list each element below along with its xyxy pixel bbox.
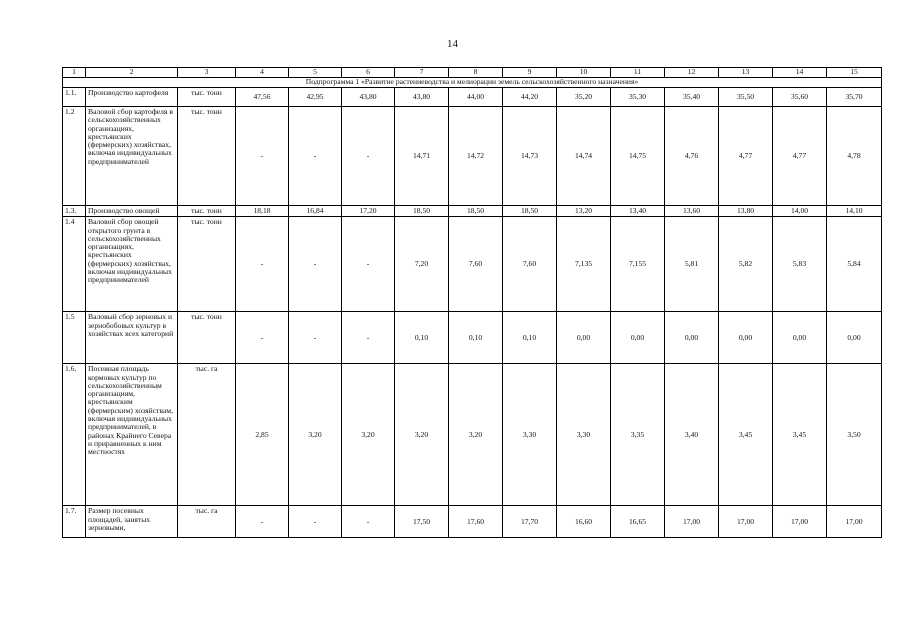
value-cell: 7,60 bbox=[503, 217, 557, 312]
value-cell: 0,00 bbox=[827, 312, 882, 364]
value-cell: - bbox=[342, 217, 395, 312]
column-number: 3 bbox=[178, 68, 236, 78]
unit-of-measure: тыс. тонн bbox=[178, 206, 236, 217]
value-cell: 13,80 bbox=[719, 206, 773, 217]
column-number: 8 bbox=[449, 68, 503, 78]
value-cell: 3,45 bbox=[773, 364, 827, 506]
unit-of-measure: тыс. га bbox=[178, 364, 236, 506]
value-cell: 2,85 bbox=[236, 364, 289, 506]
table-row bbox=[63, 107, 882, 206]
value-cell: - bbox=[236, 217, 289, 312]
unit-of-measure: тыс. тонн bbox=[178, 107, 236, 206]
row-number: 1.7. bbox=[63, 506, 86, 538]
value-cell: 17,00 bbox=[719, 506, 773, 538]
indicator-name: Производство овощей bbox=[86, 206, 178, 217]
value-cell: 13,20 bbox=[557, 206, 611, 217]
value-cell: 3,20 bbox=[342, 364, 395, 506]
value-cell: 5,82 bbox=[719, 217, 773, 312]
value-cell: 13,60 bbox=[665, 206, 719, 217]
value-cell: 17,60 bbox=[449, 506, 503, 538]
table-row bbox=[63, 312, 882, 364]
value-cell: 35,40 bbox=[665, 88, 719, 107]
table-row bbox=[63, 364, 882, 506]
value-cell: 3,30 bbox=[503, 364, 557, 506]
value-cell: 14,00 bbox=[773, 206, 827, 217]
value-cell: 13,40 bbox=[611, 206, 665, 217]
row-number: 1.6. bbox=[63, 364, 86, 506]
value-cell: 0,00 bbox=[557, 312, 611, 364]
column-number: 15 bbox=[827, 68, 882, 78]
value-cell: 14,72 bbox=[449, 107, 503, 206]
value-cell: 3,35 bbox=[611, 364, 665, 506]
indicator-name: Размер посевных площадей, занятых зерновыми, bbox=[86, 506, 178, 538]
value-cell: 5,83 bbox=[773, 217, 827, 312]
table-row bbox=[63, 88, 882, 107]
value-cell: 14,71 bbox=[395, 107, 449, 206]
value-cell: 35,30 bbox=[611, 88, 665, 107]
value-cell: - bbox=[289, 312, 342, 364]
value-cell: 18,50 bbox=[449, 206, 503, 217]
value-cell: 44,20 bbox=[503, 88, 557, 107]
indicator-name: Валовый сбор зерновых и зернобобовых культур в хозяйствах всех категорий bbox=[86, 312, 178, 364]
value-cell: 17,00 bbox=[773, 506, 827, 538]
value-cell: - bbox=[236, 107, 289, 206]
row-number: 1.4 bbox=[63, 217, 86, 312]
value-cell: 0,00 bbox=[719, 312, 773, 364]
value-cell: 3,45 bbox=[719, 364, 773, 506]
value-cell: 7,135 bbox=[557, 217, 611, 312]
table-row bbox=[63, 217, 882, 312]
value-cell: 7,20 bbox=[395, 217, 449, 312]
row-number: 1.3. bbox=[63, 206, 86, 217]
value-cell: 16,60 bbox=[557, 506, 611, 538]
value-cell: 3,30 bbox=[557, 364, 611, 506]
value-cell: 43,80 bbox=[395, 88, 449, 107]
row-number: 1.1. bbox=[63, 88, 86, 107]
column-number: 2 bbox=[86, 68, 178, 78]
value-cell: - bbox=[289, 107, 342, 206]
column-number: 9 bbox=[503, 68, 557, 78]
value-cell: 42,95 bbox=[289, 88, 342, 107]
value-cell: 17,70 bbox=[503, 506, 557, 538]
value-cell: 17,50 bbox=[395, 506, 449, 538]
unit-of-measure: тыс. тонн bbox=[178, 88, 236, 107]
value-cell: 17,20 bbox=[342, 206, 395, 217]
column-number: 7 bbox=[395, 68, 449, 78]
value-cell: 0,00 bbox=[611, 312, 665, 364]
table-row bbox=[63, 506, 882, 538]
value-cell: 16,84 bbox=[289, 206, 342, 217]
value-cell: 4,77 bbox=[719, 107, 773, 206]
row-number: 1.2 bbox=[63, 107, 86, 206]
column-number: 6 bbox=[342, 68, 395, 78]
column-number: 4 bbox=[236, 68, 289, 78]
value-cell: 35,60 bbox=[773, 88, 827, 107]
column-number: 1 bbox=[63, 68, 86, 78]
column-number: 13 bbox=[719, 68, 773, 78]
subprogram-row bbox=[63, 78, 882, 88]
indicator-name: Производство картофеля bbox=[86, 88, 178, 107]
value-cell: 14,75 bbox=[611, 107, 665, 206]
value-cell: 4,77 bbox=[773, 107, 827, 206]
value-cell: 17,00 bbox=[827, 506, 882, 538]
indicator-name: Посевная площадь кормовых культур по сельскохозяйственным организациям, крестьянским (фермерским) хозяйствам, включая индивидуальных предпринимателей, в районах Крайнего Севера и приравненных к ним местностях bbox=[86, 364, 178, 506]
value-cell: 0,10 bbox=[395, 312, 449, 364]
value-cell: 35,20 bbox=[557, 88, 611, 107]
value-cell: - bbox=[342, 107, 395, 206]
column-number: 10 bbox=[557, 68, 611, 78]
table-row bbox=[63, 206, 882, 217]
value-cell: 3,20 bbox=[289, 364, 342, 506]
value-cell: 35,70 bbox=[827, 88, 882, 107]
value-cell: 18,18 bbox=[236, 206, 289, 217]
value-cell: 4,76 bbox=[665, 107, 719, 206]
value-cell: 0,00 bbox=[773, 312, 827, 364]
value-cell: 14,10 bbox=[827, 206, 882, 217]
unit-of-measure: тыс. тонн bbox=[178, 312, 236, 364]
value-cell: 14,74 bbox=[557, 107, 611, 206]
value-cell: 3,50 bbox=[827, 364, 882, 506]
value-cell: - bbox=[342, 312, 395, 364]
value-cell: - bbox=[289, 506, 342, 538]
value-cell: - bbox=[289, 217, 342, 312]
value-cell: 5,84 bbox=[827, 217, 882, 312]
unit-of-measure: тыс. тонн bbox=[178, 217, 236, 312]
column-number: 11 bbox=[611, 68, 665, 78]
column-number: 5 bbox=[289, 68, 342, 78]
value-cell: - bbox=[342, 506, 395, 538]
unit-of-measure: тыс. га bbox=[178, 506, 236, 538]
column-number-row bbox=[63, 68, 882, 78]
value-cell: 5,81 bbox=[665, 217, 719, 312]
value-cell: 4,78 bbox=[827, 107, 882, 206]
value-cell: 44,00 bbox=[449, 88, 503, 107]
value-cell: 14,73 bbox=[503, 107, 557, 206]
value-cell: 0,00 bbox=[665, 312, 719, 364]
indicators-table bbox=[62, 67, 882, 538]
page-number: 14 bbox=[447, 38, 458, 50]
row-number: 1.5 bbox=[63, 312, 86, 364]
value-cell: 0,10 bbox=[449, 312, 503, 364]
value-cell: 18,50 bbox=[503, 206, 557, 217]
indicator-name: Валовой сбор картофеля в сельскохозяйственных организациях, крестьянских (фермерских) хозяйствах, включая индивидуальных предпринимателей bbox=[86, 107, 178, 206]
table-body bbox=[63, 68, 882, 538]
value-cell: 7,155 bbox=[611, 217, 665, 312]
indicator-name: Валовой сбор овощей открытого грунта в сельскохозяйственных организациях, крестьянских (фермерских) хозяйствах, включая индивидуальных предпринимателей bbox=[86, 217, 178, 312]
value-cell: 18,50 bbox=[395, 206, 449, 217]
subprogram-title: Подпрограмма 1 «Развитие растениеводства и мелиорации земель сельскохозяйственного назначения» bbox=[63, 78, 882, 88]
value-cell: 3,20 bbox=[449, 364, 503, 506]
value-cell: 16,65 bbox=[611, 506, 665, 538]
value-cell: 17,00 bbox=[665, 506, 719, 538]
value-cell: 0,10 bbox=[503, 312, 557, 364]
column-number: 14 bbox=[773, 68, 827, 78]
value-cell: - bbox=[236, 312, 289, 364]
value-cell: 43,80 bbox=[342, 88, 395, 107]
value-cell: 47,56 bbox=[236, 88, 289, 107]
value-cell: 35,50 bbox=[719, 88, 773, 107]
value-cell: - bbox=[236, 506, 289, 538]
value-cell: 3,20 bbox=[395, 364, 449, 506]
column-number: 12 bbox=[665, 68, 719, 78]
value-cell: 3,40 bbox=[665, 364, 719, 506]
value-cell: 7,60 bbox=[449, 217, 503, 312]
